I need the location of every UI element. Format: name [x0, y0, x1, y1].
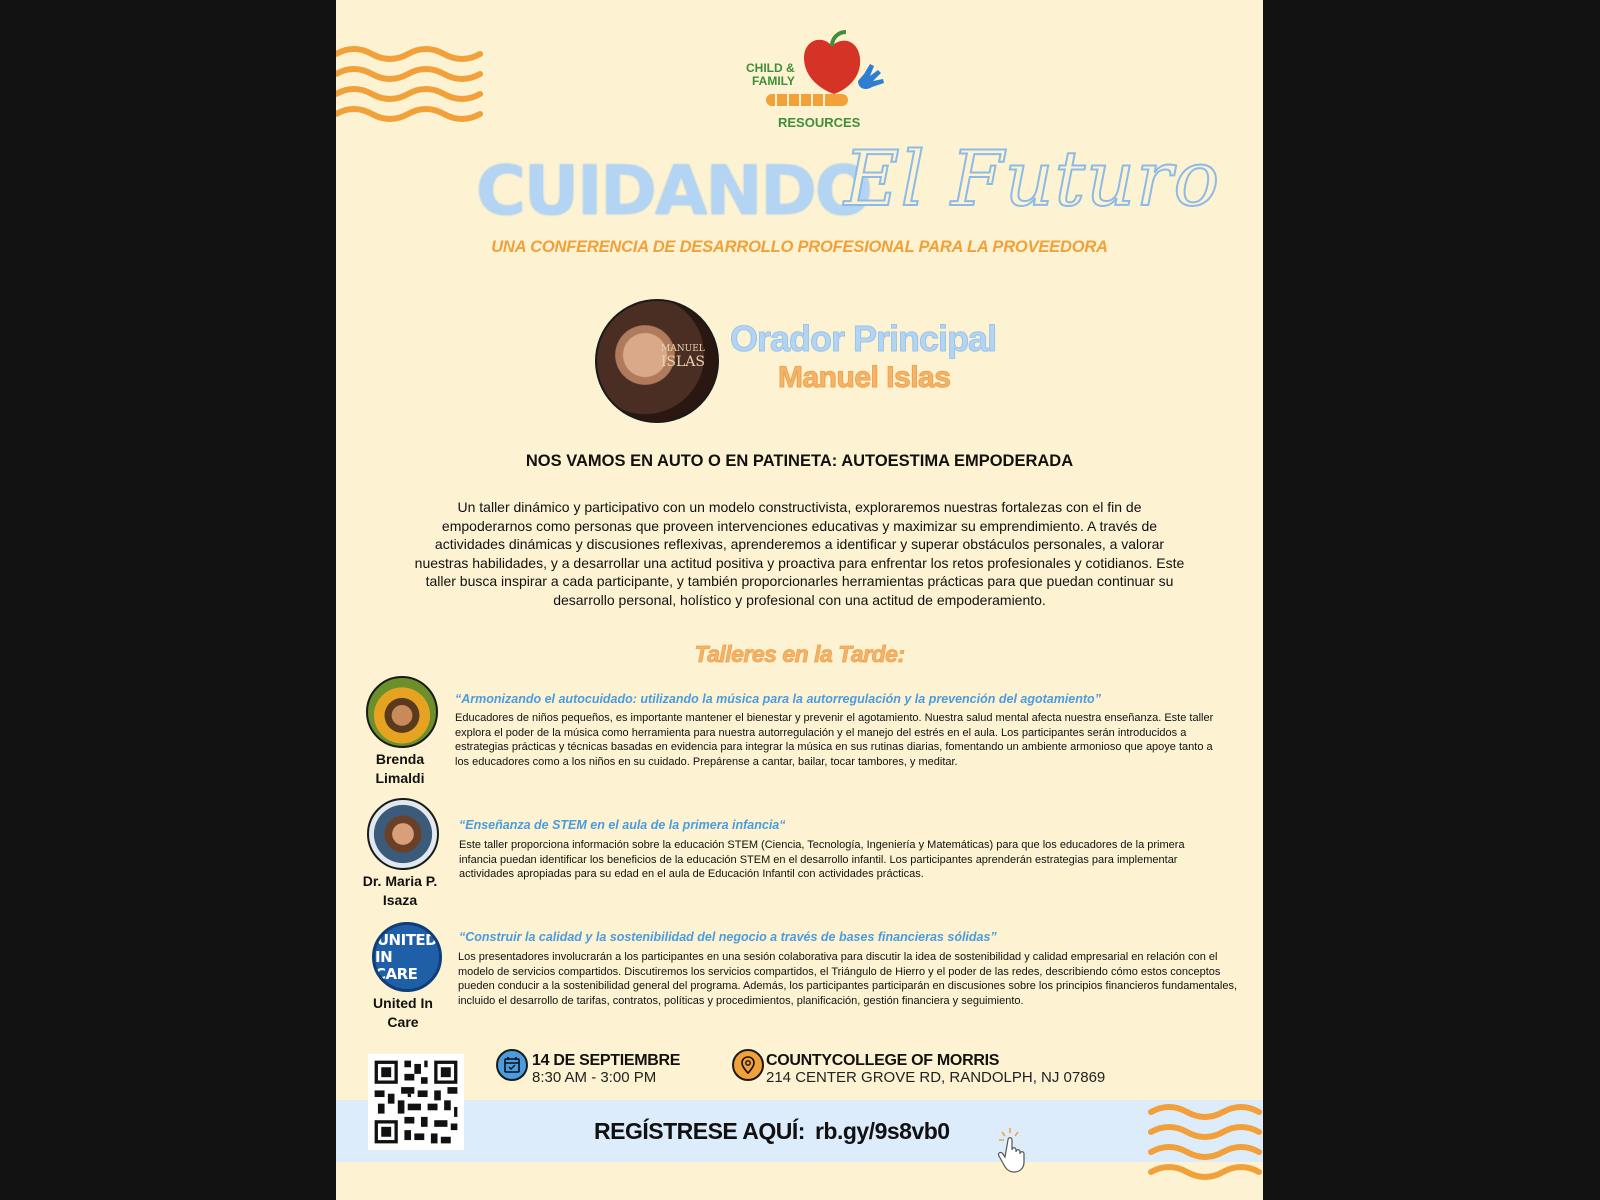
hand-pointer-icon	[996, 1126, 1032, 1174]
workshop-2-presenter-name: Dr. Maria P. Isaza	[362, 873, 438, 908]
location-pin-icon	[732, 1049, 764, 1081]
workshop-2-presenter-photo	[367, 798, 439, 870]
logo-text-line-3: RESOURCES	[778, 115, 861, 130]
keynote-speaker-photo	[595, 299, 719, 423]
workshop-1-presenter-photo	[366, 676, 438, 748]
register-text	[594, 1118, 950, 1145]
title-main: CUIDANDO	[476, 152, 871, 231]
event-venue: COUNTYCOLLEGE OF MORRIS	[766, 1052, 1000, 1069]
photo-nameplate	[661, 343, 705, 369]
logo-text-line-1: CHILD &	[746, 61, 795, 75]
subtitle: UNA CONFERENCIA DE DESARROLLO PROFESIONAL PARA LA PROVEEDORA	[491, 238, 1108, 256]
keynote-session-description: Un taller dinámico y participativo con un modelo constructivista, exploraremos nuestras fortalezas con el fin de empoderarnos como personas que proveen intervenciones educativas y maximizar su emprendimiento. A través de actividades dinámicas y discusiones reflexivas, aprenderemos a identificar y superar obstáculos personales, a valorar nuestras habilidades, y a desarrollar una actitud positiva y proactiva para enfrentar los retos profesionales y cotidianos. Este taller busca inspirar a cada participante, y también proporcionarles herramientas prácticas para que puedan continuar su desarrollo personal, holístico y profesional con una actitud de empoderamiento.	[414, 499, 1185, 608]
child-family-resources-logo	[746, 28, 906, 136]
event-time: 8:30 AM - 3:00 PM	[532, 1069, 657, 1086]
logo-text-line-2: FAMILY	[752, 74, 795, 88]
workshop-1-description: Educadores de niños pequeños, es importante mantener el bienestar y prevenir el agotamiento. Nuestra salud mental afecta nuestra enseñanza. Este taller explora el poder de la música como herramienta para nuestra autorregulación y el manejo del estrés en el aula. Los participantes serán introducidos a estrategias prácticas y técnicas basadas en evidencia para integrar la música en sus rutinas diarias, fomentando un ambiente armonioso que apoye tanto a los educadores como a los niños en su cuidado. Prepárense a cantar, bailar, tocar tambores, y meditar.	[455, 712, 1214, 768]
keynote-session-title: NOS VAMOS EN AUTO O EN PATINETA: AUTOESTIMA EMPODERADA	[525, 452, 1074, 470]
united-in-care-logo-line-1: UNITED	[376, 930, 438, 949]
wave-decoration-top-left	[336, 44, 486, 128]
workshop-1-title: “Armonizando el autocuidado: utilizando la música para la autorregulación y la prevención del agotamiento”	[455, 692, 1101, 706]
photo-nameplate-last: ISLAS	[660, 354, 705, 370]
workshop-2-description: Este taller proporciona información sobre la educación STEM (Ciencia, Tecnología, Ingeniería y Matemáticas) para que los educadores de la primera infancia puedan identificar los beneficios de la educación STEM en el desarrollo infantil. Los participantes aprenderán estrategias para implementar actividades apropiadas para su edad en el aula de Educación Infantil con actividades prácticas.	[459, 839, 1185, 880]
photo-nameplate-first: MANUEL	[661, 344, 705, 354]
keynote-name: Manuel Islas	[778, 361, 951, 394]
united-in-care-logo-line-2: IN CARE	[375, 947, 418, 983]
workshop-3-description: Los presentadores involucrarán a los participantes en una sesión colaborativa para discutir la idea de sostenibilidad y calidad empresarial en relación con el modelo de servicios compartidos. Discutiremos los servicios compartidos, el Triángulo de Hierro y el poder de las redes, describiendo cómo estos conceptos pueden conducir a la sostenibilidad general del programa. Además, los participantes participarán en discusiones sobre los principios financieros fundamentales, incluido el desarrollo de tarifas, contratos, políticas y procedimientos, planificación, gestión financiera y seguimiento.	[458, 951, 1238, 1007]
united-in-care-logo	[372, 922, 442, 992]
register-url-link[interactable]: rb.gy/9s8vb0	[814, 1118, 950, 1144]
keynote-label: Orador Principal	[730, 318, 997, 359]
workshop-3-title: “Construir la calidad y la sostenibilidad del negocio a través de bases financieras sólidas”	[459, 930, 997, 944]
workshop-1-presenter-name: Brenda Limaldi	[375, 751, 425, 786]
flyer-page	[336, 0, 1263, 1200]
event-address: 214 CENTER GROVE RD, RANDOLPH, NJ 07869	[766, 1069, 1106, 1086]
title-script: El Futuro	[844, 134, 1221, 223]
workshops-heading: Talleres en la Tarde:	[694, 641, 905, 667]
event-date: 14 DE SEPTIEMBRE	[532, 1052, 681, 1069]
calendar-icon	[496, 1049, 528, 1081]
qr-code[interactable]	[368, 1054, 464, 1150]
workshop-2-title: “Enseñanza de STEM en el aula de la primera infancia“	[459, 818, 786, 832]
wave-decoration-bottom-right	[1148, 1102, 1263, 1186]
workshop-3-presenter-name: United In Care	[373, 995, 433, 1030]
register-label: REGÍSTRESE AQUÍ:	[594, 1118, 805, 1144]
